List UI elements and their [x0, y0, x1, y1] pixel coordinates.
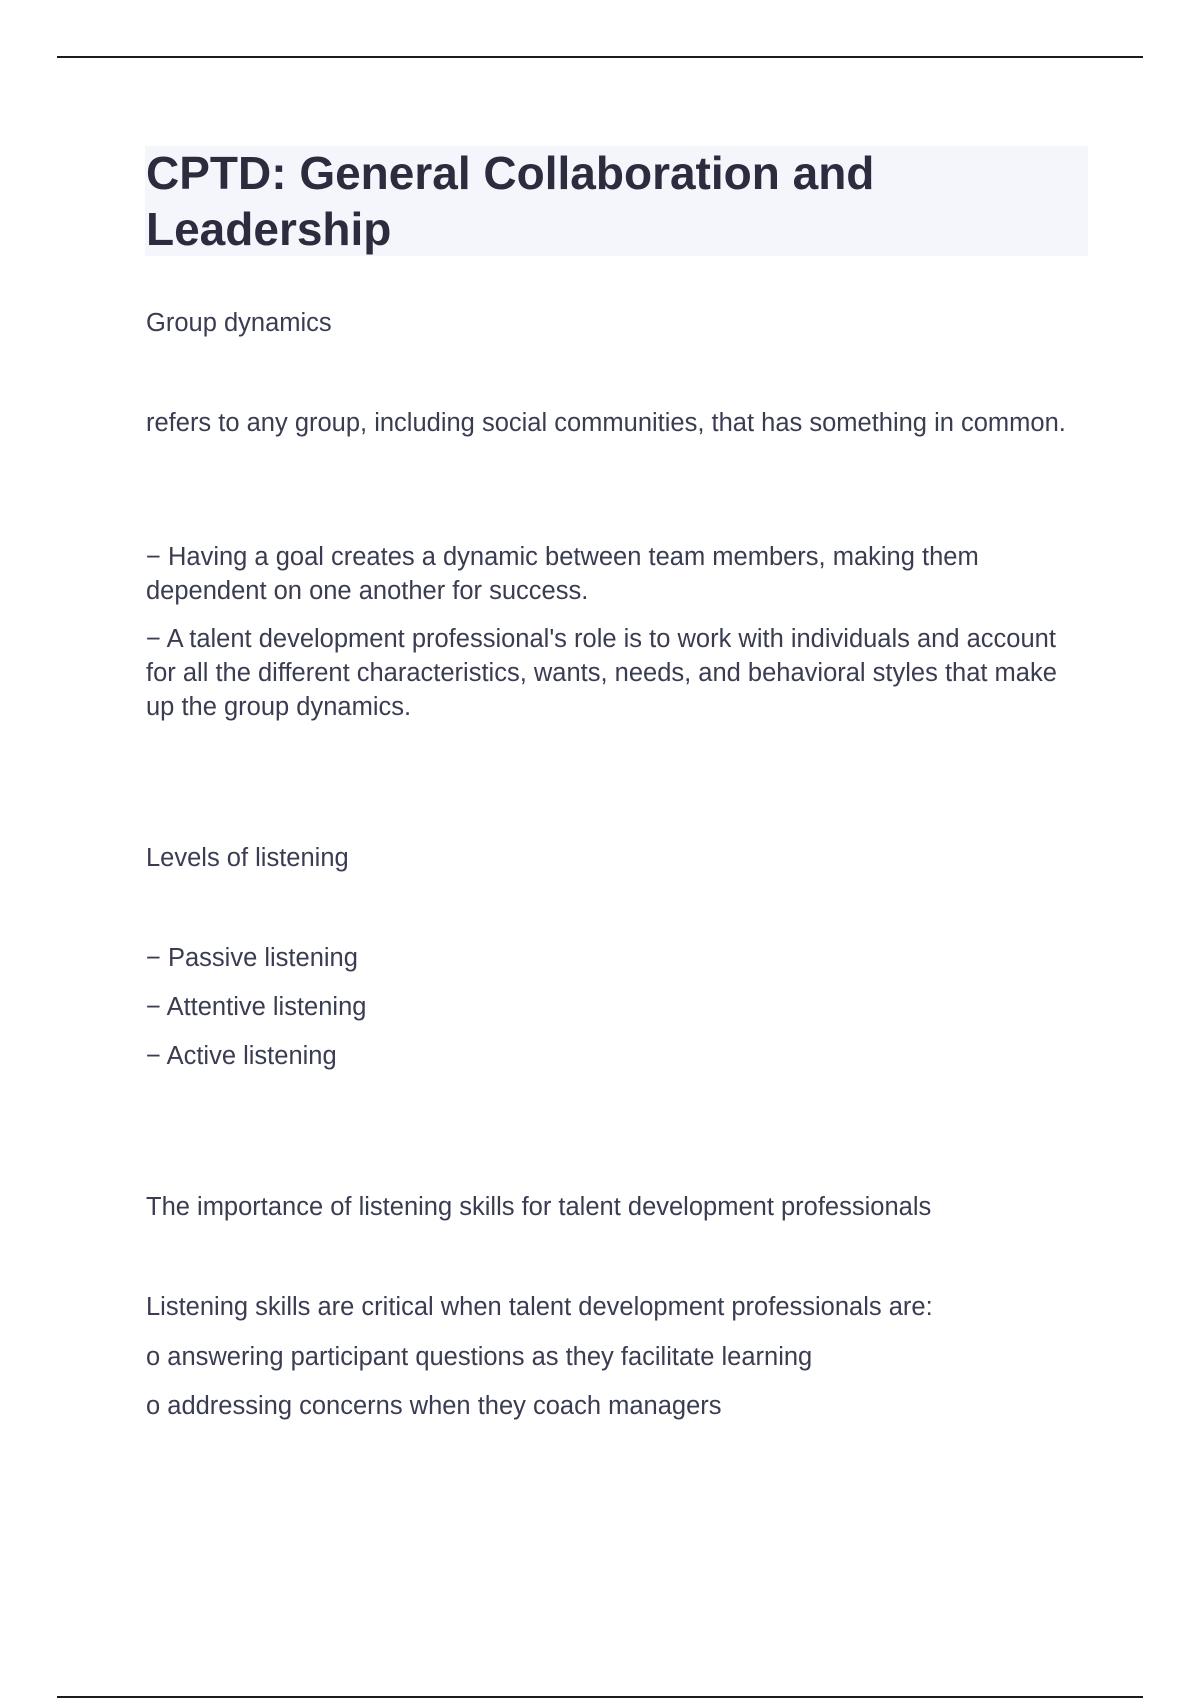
listening-skills-intro: Listening skills are critical when talent development professionals are:: [146, 1293, 933, 1321]
bullet-attentive-listening: − Attentive listening: [146, 993, 367, 1021]
bullet-goal-dynamic: − Having a goal creates a dynamic between team members, making them dependent on one another for success.: [146, 543, 979, 605]
top-rule: [57, 56, 1143, 58]
bullet-answering-questions: o answering participant questions as they facilitate learning: [146, 1343, 813, 1371]
term-importance-of-listening: The importance of listening skills for talent development professionals: [146, 1193, 932, 1221]
definition-group-dynamics: refers to any group, including social communities, that has something in common.: [146, 409, 1066, 437]
term-group-dynamics: Group dynamics: [146, 309, 332, 337]
bullet-active-listening: − Active listening: [146, 1042, 337, 1070]
bottom-rule: [57, 1696, 1143, 1698]
bullet-addressing-concerns: o addressing concerns when they coach managers: [146, 1392, 722, 1420]
page-title: CPTD: General Collaboration and Leadership: [146, 147, 875, 255]
bullet-passive-listening: − Passive listening: [146, 944, 358, 972]
term-levels-of-listening: Levels of listening: [146, 844, 349, 872]
bullet-td-role: − A talent development professional's role is to work with individuals and account for all the different characteristics, wants, needs, and behavioral styles that make up the group dynamics.: [146, 625, 1057, 721]
